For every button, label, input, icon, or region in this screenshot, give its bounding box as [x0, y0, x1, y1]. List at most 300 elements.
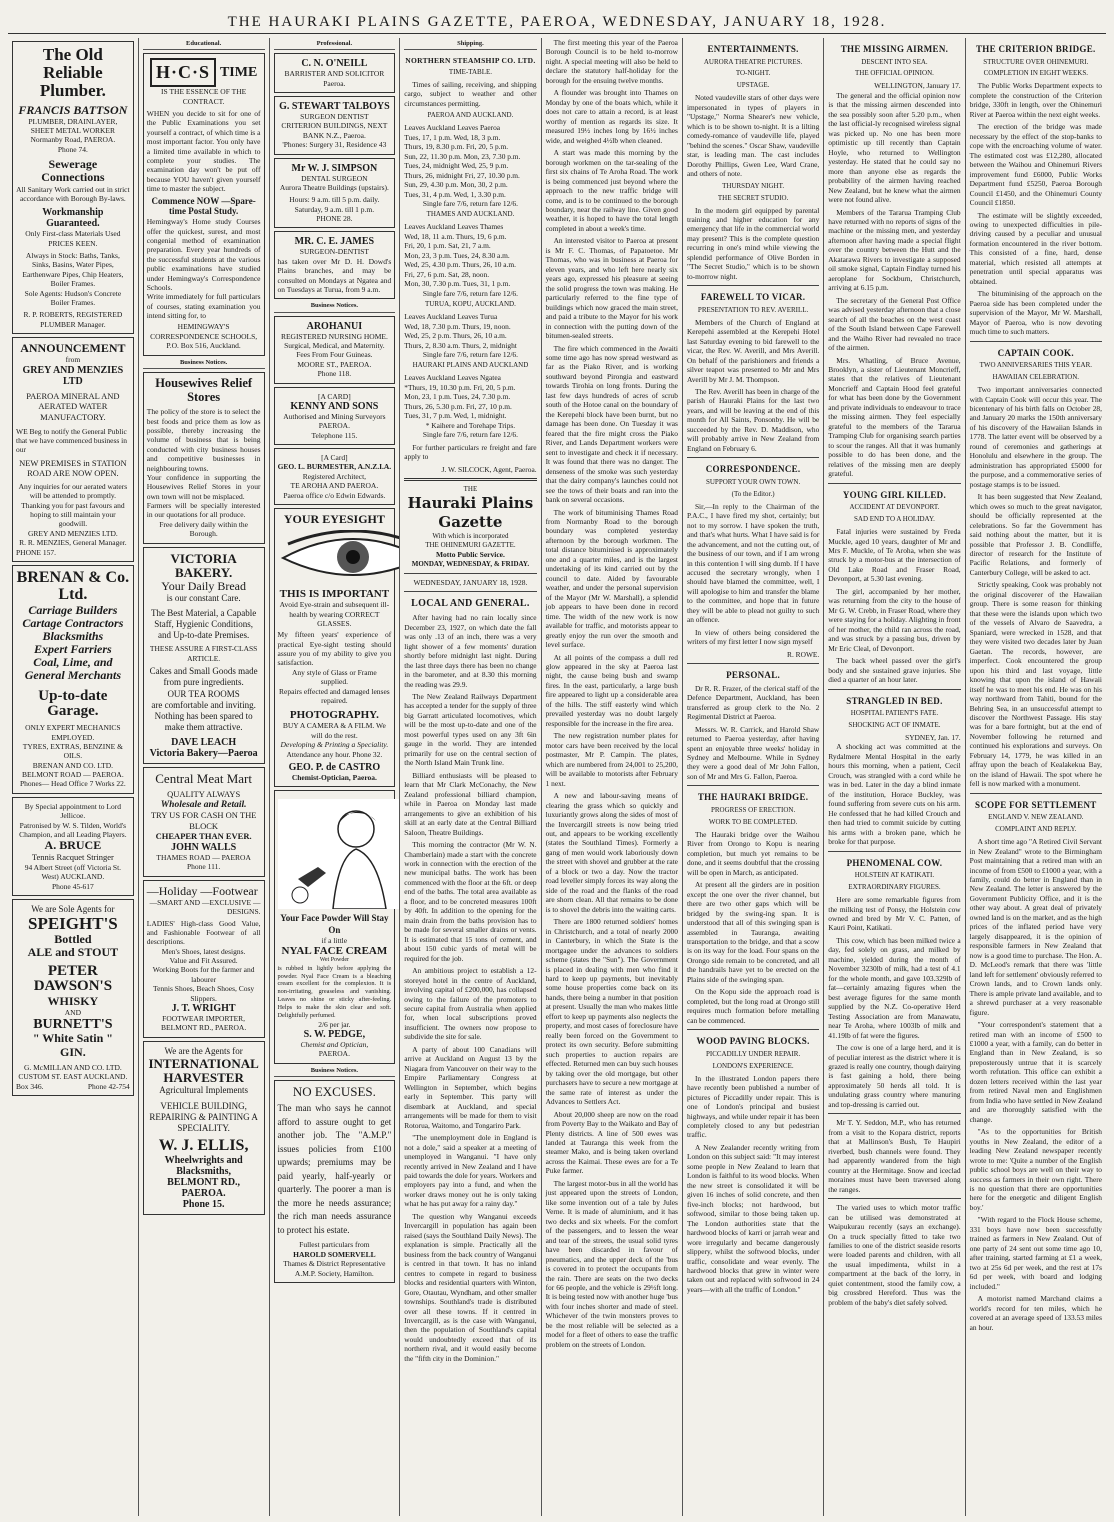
victoria-bakery-ad — [143, 547, 265, 764]
masthead-title: Hauraki Plains Gazette — [407, 494, 534, 532]
article-heading: THE MISSING AIRMEN. — [840, 44, 949, 54]
masthead-days: MONDAY, WEDNESDAY, & FRIDAY. — [411, 559, 530, 568]
masthead-motto: Motto Public Service. — [435, 550, 505, 560]
ad-header-row — [147, 58, 261, 87]
ad-heading: NYAL FACE CREAM — [281, 945, 388, 958]
article-paragraph: A new and labour-saving means of clearing the grass which so quickly and luxuriantly grows along the sides of most of the Invercargill streets is now being tried out, and appears to be working excellently (states the Southland Times). Formerly a gang of men would work laboriously down the street with shovel and grubber at the rate of a block or two a day. Now the tractor road leveller simply forces its way along the side of the road and the flanks of the road are shorn clean. All that remains to be done is to shovel the debris into the waiting carts. — [545, 791, 678, 914]
ad-line: PAEROA. — [318, 1049, 350, 1059]
ad-line: Thames & District Representative A.M.P. Society, Hamilton. — [283, 1259, 386, 1278]
divider — [687, 663, 819, 664]
route-heading: THAMES AND AUCKLAND. — [426, 210, 515, 219]
ad-line: is our constant Care. — [166, 593, 241, 604]
ad-line: WHISKY — [47, 994, 99, 1009]
ad-line: Only First-class Materials Used PRICES KEEN. — [25, 229, 121, 248]
masthead-line: THE OHINEMURI GAZETTE. — [425, 541, 516, 550]
ad-heading: INTERNATIONAL HARVESTER — [148, 1055, 259, 1086]
ad-body: LADIES' High-class Good Value, and Fashionable Footwear of all descriptions. — [146, 918, 261, 947]
card-line: Registered Architect, — [302, 471, 367, 481]
ad-line: Men's Shoes, latest designs. — [161, 946, 246, 956]
masthead-date: WEDNESDAY, JANUARY 18, 1928. — [413, 577, 528, 587]
ad-subheading: PHOTOGRAPHY. — [289, 709, 379, 722]
article-paragraph: "Your correspondent's statement that a retired man with an income of £500 to £1000 a year, with a family, can do better in England than in New Zealand, is so preposterously untrue that it is scarcely worth refutation. This office can exhibit a dozen letters received within the last year from retired Naval men and Englishmen from India who have settled in New Zealand and are thoroughly satisfied with the change. — [969, 1020, 1102, 1124]
ad-line: CHEAPER THAN EVER. — [155, 831, 252, 842]
shipping-heading: NORTHERN STEAMSHIP CO. LTD. — [405, 56, 536, 66]
ad-line: Expert Farriers — [34, 642, 112, 657]
article-paragraph: The general and the official opinion now is that the missing airmen descended into the sea possibly soon after 5.20 p.m., when the last official-ly recognised wireless signal was picked up. No one has been more optimistic up till recently than Captain Hoyle, who returned to Wellington yesterday. He stated that he could say no more than anyone else as regards the probability of the airmen having reached New Zealand, but he knew what the airmen were not found alive. — [828, 90, 961, 205]
ad-body: My fifteen years' experience of practical Eye-sight testing should assure you of my ability to give you satisfaction. — [277, 630, 392, 668]
ad-body: The policy of the store is to select the best foods and price them as low as possible, thereby increasing the volume of business that is being conducted with city business houses and competitive businesses in neighbouring towns. — [146, 407, 261, 473]
ad-line: Cakes and Small Goods made from pure ingredients. — [149, 666, 258, 688]
ad-line: Cartage Contractors — [22, 615, 124, 630]
article-paragraph: A start was made this morning by the borough workmen on the tar-sealing of the first six chains of Te Aroha Road. The work is being commenced just beyond where the approach to the new traffic bridge will come, and is to be continued to the borough boundary, near the railway line. Given good weather, it is hoped to have the total length completed in about a week's time. — [545, 148, 678, 233]
eye-icon — [278, 530, 401, 584]
local-general-heading: LOCAL AND GENERAL. — [411, 598, 530, 610]
timetable-row: Leaves Auckland Leaves Turua — [404, 312, 498, 322]
article-paragraph: "As to the opportunities for British youths in New Zealand, the editor of a leading New Zealand newspaper recently wrote to me: 'Quite a number of the English public school boys are well on their way to success as farmers in their own right. There is no question that there are opportunities here for the energetic and diligent English boy.' — [969, 1127, 1102, 1212]
grey-menzies-ad — [12, 337, 134, 562]
section-label: Educational. — [143, 40, 265, 50]
ad-line: By Special appointment to Lord Jellicoe. — [24, 801, 121, 821]
ad-line: GIN. — [60, 1044, 86, 1059]
article-heading: SCOPE FOR SETTLEMENT — [975, 799, 1097, 810]
article-subheading: THE SECRET STUDIO. — [717, 193, 789, 202]
timetable-row: Fri, 20, 1 p.m. Sat, 21, 7 a.m. — [404, 241, 491, 251]
mcmillan-ad — [12, 899, 134, 1096]
agent-line: J. W. SILCOCK, Agent, Paeroa. — [441, 464, 537, 474]
oneill-card — [274, 53, 396, 93]
ad-subheading: Up-to-date Garage. — [38, 687, 108, 720]
article-heading: WOOD PAVING BLOCKS. — [696, 1036, 810, 1047]
ad-line: J. T. WRIGHT — [171, 1002, 236, 1014]
column-1 — [8, 38, 139, 1516]
article-paragraph: The Hauraki bridge over the Waihou River from Orongo to Kopu is nearing completion, but much yet remains to be done, and it seems doubtful that the crossing will be open in March, as anticipated. — [686, 829, 820, 877]
page-masthead: THE HAURAKI PLAINS GAZETTE, PAEROA, WEDNESDAY, JANUARY 18, 1928. — [8, 6, 1106, 34]
ad-line: NEW PREMISES in STATION ROAD ARE NOW OPEN. — [19, 457, 127, 479]
ad-heading: Central Meat Mart — [155, 770, 252, 786]
ad-line: VEHICLE BUILDING, REPAIRING & PAINTING A SPECIALITY. — [149, 1100, 258, 1134]
ad-heading: A. BRUCE — [44, 838, 102, 853]
article-paragraph: The girl, accompanied by her mother, was returning from the city to the house of Mr G. W. Crebb, in Fraser Road, where they were staying for a holiday. Alighting in front of her mother, the child ran across the road, and was struck by a passing bus, driven by Mr Eric Cleal, of Devonport. — [828, 586, 961, 653]
card-heading: AROHANUI — [306, 320, 363, 332]
ad-subheading: Sewerage Connections — [41, 157, 105, 185]
ad-line: FOOTWEAR IMPORTER, BELMONT RD., PAEROA. — [161, 1013, 247, 1033]
article-subheading: HAWAIIAN CELEBRATION. — [992, 373, 1080, 382]
ad-body: Your confidence in supporting the Housewives Relief Stores in your own town will not be misplaced. — [146, 472, 261, 501]
article-paragraph: This morning the contractor (Mr W. N. Chamberlain) made a start with the concrete work in connection with the erection of the new municipal baths. The work has been commenced with the floor at the 6ft. or deep end of the baths. The total area available as a floor, and to be concreted measures 100ft by 40ft. In addition to the opening for the main drain from the baths provision has to be made for several smaller drains or vents. It is estimated that 15 tons of cement, and about 150 cubic yards of metal will be required for the job. — [404, 840, 537, 963]
ad-subheading: GREY AND MENZIES LTD — [22, 364, 124, 387]
ad-line: WE Beg to notify the General Public that we have commenced business in our — [16, 426, 128, 455]
timetable-row: Thurs, 26, midnight Fri, 27, 10.30 p.m. — [404, 170, 520, 180]
fare-line: Single fare 7/6, return fare 12/6. — [422, 430, 518, 440]
ad-line: Working Boots for the farmer and labourer — [152, 965, 255, 984]
card-line: BARRISTER AND SOLICITOR — [284, 69, 385, 79]
ad-line: HAROLD SOMERVELL — [293, 1249, 376, 1259]
article-heading: CAPTAIN COOK. — [997, 347, 1074, 358]
card-line: CRITERION BUILDINGS, NEXT BANK N.Z., Paeroa. — [281, 121, 388, 140]
article-paragraph: Two important anniversaries connected with Captain Cook will occur this year. The bicentenary of his birth falls on October 28, and January 20 marks the 150th anniversary of his discovery of the Hawaiian Islands in 1778. The latter event will be observed by a round of ceremonies and gatherings at Honolulu and elsewhere in the group. The administration has appropriated £5000 for the purpose, and a commemorative series of postage stamps is to be issued. — [969, 385, 1102, 489]
article-paragraph: At present all the girders are in position except the one over the river channel, but there are two other gaps which will be bridged by the swing-ing span. It is understood that all of this swinging span is assembled in Tauranga, awaiting transportation to the bridge, and that a scow is on its way for the load. Four spans on the Orongo side remain to be concreted, and all the handrails have yet to be erected on the Plains side of the swinging span. — [686, 880, 820, 984]
article-dateline: SYDNEY, Jan. 17. — [905, 732, 961, 742]
article-subheading: PRESENTATION TO REV. AVERILL. — [697, 305, 809, 314]
ad-line: Phones— Head Office 7 Works 22. — [19, 779, 126, 789]
arohanui-card — [274, 316, 396, 384]
fare-line: * Kaihere and Torehape Trips. — [425, 420, 516, 430]
article-paragraph: The first meeting this year of the Paeroa Borough Council is to be held to-morrow night. A special meeting will also be held to declare the statutory half-holiday for the borough for the ensuing twelve months. — [545, 38, 678, 85]
bruce-ad — [12, 797, 134, 896]
divider — [970, 793, 1102, 794]
column-7 — [824, 38, 965, 1516]
article-paragraph: The new registration number plates for motor cars have been received by the local postmaster, Mr P. Campin. The plates, which are numbered from 24,001 to 25,200, will be available to motorists after February 1 next. — [545, 731, 678, 788]
card-heading: GEO. L. BURMESTER, A.N.Z.I.A. — [277, 462, 392, 472]
nyal-ad — [274, 790, 396, 1064]
ad-line: G. McMILLAN AND CO. LTD. — [23, 1062, 122, 1072]
ad-line: CUSTOM ST. EAST AUCKLAND. — [18, 1072, 128, 1082]
route-heading: HAURAKI PLAINS AND AUCKLAND — [412, 361, 529, 370]
timetable-row: Thurs, 26, 5.30 p.m. Fri, 27, 10 p.m. — [404, 401, 512, 411]
ad-line: Coal, Lime, and General Merchants — [24, 655, 122, 683]
article-subheading: THURSDAY NIGHT. — [722, 181, 785, 190]
ellis-ad — [143, 1041, 265, 1216]
column-5 — [542, 38, 683, 1516]
ad-line: AND — [64, 1008, 81, 1018]
ad-line: R. P. ROBERTS, REGISTERED PLUMBER Manager. — [23, 310, 123, 329]
ad-subheading: Commence NOW —Spare-time Postal Study. — [151, 196, 256, 217]
route-heading: TURUA, KOPU, AUCKLAND. — [425, 300, 516, 309]
card-line: Authorised and Mining Surveyors PAEROA. — [283, 411, 386, 431]
card-line: Paeroa office c/o Edwin Edwards. — [283, 490, 386, 500]
ad-line: PHONE 157. — [16, 547, 57, 557]
article-heading: THE CRITERION BRIDGE. — [976, 44, 1096, 54]
ad-line: Repairs effected and damaged lenses repaired. — [279, 686, 390, 705]
timetable-row: Tues, 31, 7 p.m. Wed, 1, midnight. — [404, 411, 507, 421]
article-subheading: SUPPORT YOUR OWN TOWN. — [705, 477, 801, 486]
article-paragraph: In the illustrated London papers there have recently been published a number of pictures of Piccadilly under repair. This is one of London's principal and busiest highways, and while under repair it has been completely closed to any but pedestrian traffic. — [686, 1073, 820, 1140]
ad-line: from — [65, 355, 81, 365]
hemingway-ad — [143, 53, 265, 355]
ad-subheading: GEO. P. de CASTRO — [288, 761, 381, 773]
ad-line: ONLY EXPERT MECHANICS EMPLOYED. — [25, 723, 121, 742]
ad-line: Bottled — [54, 932, 92, 947]
timetable-row: Sun, 29, 4.30 p.m. Mon, 30, 2 p.m. — [404, 180, 508, 190]
article-paragraph: "With regard to the Flock House scheme, 331 boys have now been successfully trained as farmers in New Zealand. Out of one party of 24 sent out some time ago 10, after training, started farming at £1 a week, two at 25s 6d per week, and the rest at 17s 6d per week, with board and lodging included." — [969, 1215, 1102, 1291]
timetable-row: Tues, 24, midnight Wed, 25, 9 p.m. — [404, 161, 509, 171]
ad-line: THESE ASSURE A FIRST-CLASS ARTICLE. — [149, 644, 258, 663]
talboys-card — [274, 96, 396, 155]
shipping-sub: TIME-TABLE. — [448, 67, 493, 76]
ad-body: is rubbed in lightly before applying the powder. Nyal Face Cream is a bleaching cream excellent for the complexion. It is non-irritating, greaseless and vanishing. Leaves no shine or sticky after-feeling. Helps to make the skin clear and soft. Delightfully perfumed. — [277, 964, 392, 1019]
ad-line: Wet Powder — [319, 957, 350, 964]
shipping-note: Times of sailing, receiving, and shipping cargo, subject to weather and other circumstances permitting. — [404, 79, 537, 108]
ad-heading: ANNOUNCEMENT — [20, 341, 126, 356]
article-paragraph: The question why Wanganui exceeds Invercargill in population has again been raised (says the Southland Daily News). The explanation is simple. Practically all the business from the back country of Wanganui is centred in that town. It has no inland centres to compete in regard to business blocks and residential quarters with Winton, Gore, Otautau, Wyndham, and other smaller townships. Southland's trade is distributed over all these towns. If it centred in Invercargill, as is the case with Wanganui, then the population of Southland's capital would undoubtedly exceed that of its northern rival, and it would easily become the "fifth city in the Dominion." — [404, 1211, 537, 1363]
article-subheading: LONDON'S EXPERIENCE. — [712, 1061, 794, 1070]
timetable-row: Thurs, 19, 8.30 p.m. Fri, 20, 5 p.m. — [404, 142, 509, 152]
ad-subheading: THIS IS IMPORTANT — [279, 588, 390, 601]
card-line: DENTAL SURGEON — [301, 173, 368, 183]
ad-line: Chemist and Optician, — [300, 1040, 369, 1050]
article-paragraph: A New Zealander recently writing from London on this subject said: "It may interest some people in New Zealand to learn that London is faithful to its wood blocks. When the new street is consolidated it will be given 16 inches of solid concrete, and then five-inch blocks; not hardwood, but softwood, similar to those being taken up. The London authorities state that the hardwood blocks of karri or jarrah wear and wore irregularly and became dangerously slippery, whilst the softwood blocks, under traffic, consolidate and wear evenly. The hardwood blocks that grew in winter were taken out and replaced with softwood in 24 years—with all the traffic of London." — [686, 1142, 820, 1294]
column-4 — [400, 38, 541, 1516]
timetable-row: Mon, 30, 7.30 p.m. Tues, 31, 1 p.m. — [404, 279, 511, 289]
ad-heading: BRENAN & Co. Ltd. — [16, 568, 130, 603]
ad-subheading: S. W. PEDGE, — [303, 1029, 366, 1041]
timetable-row: Leaves Auckland Leaves Paeroa — [404, 123, 501, 133]
article-paragraph: The varied uses to which motor traffic can be utilised was demonstrated at Waipukurau recently (says an exchange). On a truck specially fitted to take two families to one of the district seaside resorts were loaded parents and children, with all the usual impedimenta, whilst in a compartment at the back of the lorry, in quiet contentment, stood the family cow, a big crossbred Hereford. Thus was the problem of the baby's diet safely solved. — [828, 1203, 961, 1307]
column-2 — [139, 38, 270, 1516]
divider — [828, 483, 960, 484]
card-line: Hours: 9 a.m. till 5 p.m. daily. Saturday, 9 a.m. till 1 p.m. — [289, 195, 380, 214]
ad-line: Agricultural Implements — [159, 1085, 248, 1096]
divider — [404, 573, 536, 574]
route-heading: PAEROA AND AUCKLAND. — [427, 111, 514, 120]
divider — [687, 1029, 819, 1030]
article-paragraph: At all points of the compass a dull red glow appeared in the sky at Paeroa last night, the cause being bush and swamp fires. In the east, particularly, a large bush fire appeared to light up a considerable area of the hills. The stiff easterly wind which prevailed yesterday was no doubt largely responsible for the increase in the fire area. — [545, 652, 678, 728]
article-subheading: (To the Editor.) — [731, 489, 775, 498]
timetable-row: Mon, 23, 3 p.m. Tues, 24, 8.30 a.m. — [404, 250, 510, 260]
ad-phone: Phone 42-754 — [87, 1081, 130, 1091]
article-paragraph: The secretary of the General Post Office was advised yesterday afternoon that a close search of all the beaches on the west coast of the South Island between Cape Farewell and the Waiho River had revealed no trace of the airmen. — [828, 295, 961, 353]
plumber-ad — [12, 41, 134, 334]
article-paragraph: An ambitious project to establish a 12-storeyed hotel in the centre of Auckland, involving capital of £200,000, has collapsed owing to the failure of the promoters to secure capital from Australia when applied for, when local subscriptions proved insufficient. The owners now propose to subdivide the site for sale. — [404, 966, 537, 1042]
article-paragraph: There are 1800 returned soldiers' homes in Christchurch, and a total of nearly 2000 in Canterbury, in which the State is the mortgagee under the advances to soldiers scheme (states the "Sun"). The Government is placed in dealing with men who find it hard to keep up payments, but inevitably some house properties come back on its hands, there being a number in that position at present. Usually the man who makes little effort to keep up payments also neglects the property, and most cases of foreclosure have really been forced on the Government to protect its own security. Before submitting such properties to auction repairs are effected. Returned men can buy such houses by taking over the old mortgage, but other purchasers have to secure a new mortgage at the same rate of interest as under the Advances to Settlers Act. — [545, 917, 678, 1107]
ad-heading: Housewives Relief Stores — [155, 375, 253, 404]
article-subheading: WORK TO BE COMPLETED. — [708, 817, 798, 826]
article-subheading: EXTRAORDINARY FIGURES. — [848, 883, 941, 892]
divider — [687, 785, 819, 786]
card-body: has taken over Mr D. H. Dowd's Plains branches, and may be consulted on Mondays at Ngatea and on Tuesdays at Turua, from 9 a.m. — [277, 256, 392, 294]
divider — [404, 591, 536, 592]
card-line: MOORE ST., PAEROA. — [297, 359, 372, 369]
eye-illustration — [278, 530, 401, 584]
article-dateline: WELLINGTON, January 17. — [874, 81, 961, 91]
divider — [828, 1198, 960, 1199]
article-paragraph: On the Kopu side the approach road is completed, but the long road at Orongo still requires much formation before metalling can be commenced. — [686, 987, 820, 1025]
ad-line: Wheelwrights and Blacksmiths, — [164, 1155, 243, 1178]
meat-mart-ad — [143, 767, 265, 877]
ad-line: Avoid Eye-strain and subsequent ill-health by wearing CORRECT GLASSES. — [279, 600, 390, 628]
article-paragraph: Dr R. R. Frazer, of the clerical staff of the Defence Department, Auckland, has been transferred as group clerk to the No. 2 Regimental District at Paeroa. — [686, 683, 820, 722]
ad-line: JOHN WALLS — [171, 841, 237, 853]
article-subheading: THE OFFICIAL OPINION. — [855, 69, 934, 78]
ad-line: BELMONT ROAD — PAEROA. — [22, 770, 124, 779]
article-heading: THE HAURAKI BRIDGE. — [697, 792, 809, 803]
article-paragraph: A party of about 100 Canadians will arrive at Auckland on August 13 by the Niagara from Vancouver on their way to the Empire Parliamentary Congress at Wellington in September, which begins early in September. This party will disembark at Auckland, and special arrangements will be made for them to visit Rotorua, Waitomo, and Tongariro Park. — [404, 1044, 537, 1130]
ad-line: GREY AND MENZIES LTD. — [27, 528, 118, 538]
ad-line: Chemist-Optician, Paeroa. — [291, 772, 377, 782]
ad-line: Value and Fit Assured. — [169, 956, 238, 966]
article-paragraph: The New Zealand Railways Department has accepted a tender for the supply of three big Garratt articulated locomotives, which will be the most up-to-date and one of the most powerful types used on any 3ft 6in gauge in the world. They are intended primarily for use on the central section of the North Island Main Trunk line. — [404, 692, 537, 768]
card-line: SURGEON-DENTIST — [299, 247, 369, 257]
article-paragraph: The fire which commenced in the Awaiti some time ago has now spread westward as far as the Piako River, and is working southward beyond Pirongia and eastward towards Tirohia on long fronts. During the last few days hundreds of acres of scrub south of the Hotoe canal on the boundary of the Kerepehi block have been burnt, but no damage has been done. On Tuesday it was feared that the fire might cross the Piako River, and Lands Department workers were sent to investigate and check it if necessary. It was found that there was no danger. The denseness of the smoke was such yesterday that the dairy company's launches could not see the tows of their boats and ran into the bank on several occasions. — [545, 343, 678, 505]
columns — [8, 38, 1106, 1516]
article-paragraph: The back wheel passed over the girl's body and she sustained grave injuries. She died a quarter of an hour later. — [828, 656, 961, 685]
ad-line: Sole Agents: Hudson's Concrete Boiler Frames. — [24, 288, 122, 307]
article-paragraph: Mrs. Whatling, of Bruce Avenue, Brooklyn, a sister of Lieutenant Moncrieff, states that the relatives of Lieutenant Moncrieff and Captain Hood feel grateful for what has been done by the Government and private individuals to endeavour to trace the missing airmen. They feel especially grateful to the members of the Tararua Tramping Club for organising search parties to scour the ranges. All that it was humanly possible to do has been done, and the relatives of the missing men are deeply grateful. — [828, 355, 961, 479]
article-subheading: SHOCKING ACT OF INMATE. — [848, 721, 941, 730]
timetable-row: Wed, 18, 7.30 p.m. Thurs, 19, noon. — [404, 321, 511, 331]
timetable-row: Wed, 25, 2 p.m. Thurs, 26, 10 a.m. — [404, 331, 507, 341]
ad-line: Any inquiries for our aerated waters will be attended to promptly. — [18, 481, 128, 501]
article-paragraph: Noted vaudeville stars of other days were impersonated in types of players in "Upstage," Norma Shearer's new vehicle, which is to be shown to-night. It is a lilting comedy-romance of vaudeville life, played "behind the scenes." Oscar Shaw, vaudeville star, is leading man. The cast includes Dorothy Phillips, Gwen Lee, Ward Crane, and others of note. — [686, 93, 820, 179]
ad-line: We are Sole Agents for — [31, 904, 115, 915]
ad-body: The man who says he cannot afford to assure ought to get another job. The "A.M.P." issues policies from £100 upwards; premiums may be paid yearly, half-yearly or quarterly. The poorer a man is the more he needs assurance; the rich man needs assurance to protect his estate. — [277, 1103, 392, 1235]
lady-illustration — [278, 799, 401, 909]
ad-line: Attendance any hour. Phone 32. — [286, 749, 383, 759]
divider — [404, 478, 536, 481]
column-8 — [966, 38, 1106, 1516]
fare-line: Single fare 7/6, return fare 12/6. — [422, 288, 518, 298]
james-card — [274, 231, 396, 299]
article-paragraph: After having had no rain locally since December 23, 1927, on which date the fall was only .13 of an inch, there was a very light shower of a few moments' duration shortly before midnight last night. During the last three days there has been no change in the barometer, and at 8.30 this morning the reading was 29.9. — [404, 613, 537, 689]
article-subheading: ENGLAND V. NEW ZEALAND. — [988, 813, 1084, 822]
ad-line: BELMONT RD., PAEROA. — [167, 1177, 241, 1200]
ad-line: " White Satin " — [32, 1031, 113, 1046]
ad-line: 94 Albert Street (off Victoria St. West) AUCKLAND. — [24, 863, 122, 882]
ad-line: Tennis Shoes, Beach Shoes, Cosy Slippers. — [153, 984, 255, 1003]
article-heading: CORRESPONDENCE. — [705, 464, 801, 475]
section-label: Professional. — [274, 40, 396, 50]
article-subheading: TWO ANNIVERSARIES THIS YEAR. — [979, 361, 1092, 370]
article-paragraph: In view of others being considered the writers of my first letter I now sign myself — [686, 627, 820, 647]
card-line: TE AROHA AND PAEROA. — [290, 481, 379, 491]
card-heading: MR. C. E. JAMES — [294, 236, 375, 248]
ad-box: Box 346. — [16, 1081, 44, 1091]
section-label: Shipping. — [404, 40, 536, 50]
article-subheading: PICCADILLY UNDER REPAIR. — [705, 1049, 801, 1058]
card-line: 'Phones: Surgery 31, Residence 43 — [282, 140, 387, 150]
article-paragraph: The estimate will be slightly exceeded, owing to unexpected difficulties in pile-driving caused by a peculiar and unusual formation encountered in the river bottom. This consisted of a fine, hard, dense material, which resisted all attempts at penetration until special apparatus was obtained. — [969, 210, 1102, 286]
ad-line: Fullest particulars from — [299, 1240, 370, 1250]
card-heading: Mr W. J. SIMPSON — [291, 162, 378, 174]
ad-heading: The Old Reliable Plumber. — [39, 45, 106, 100]
ad-body: Write immediately for full particulars of courses, stating examination you intend sitting for, to — [146, 292, 261, 320]
fare-line: Single fare 7/6, return fare 12/6. — [422, 198, 518, 208]
article-paragraph: Fatal injuries were sustained by Freda Muckle, aged 10 years, daughter of Mr and Mrs F. Muckle, of Te Aroha, when she was struck by a motor-bus at the intersection of Old Lake Road and Fraser Road, Devonport, at 5.30 last evening. — [828, 527, 961, 584]
ad-line: Phone 45-617 — [51, 881, 94, 891]
ad-heading: TIME — [219, 65, 258, 81]
ad-line: Thanking you for past favours and hoping to still maintain your goodwill. — [21, 500, 125, 529]
eyesight-ad — [274, 508, 396, 787]
ad-line: The Best Material, a Capable Staff, Hygienic Conditions, and Up-to-date Premises. — [151, 607, 257, 641]
section-label: Business Notices. — [143, 359, 265, 369]
card-line: Aurora Theatre Buildings (upstairs). — [279, 182, 389, 192]
ad-line: ALE and STOUT — [27, 945, 119, 960]
article-paragraph: The cow is one of a large herd, and it is of peculiar interest as the district where it is grazed is really one country, though dairying is fast gaining a hold, there being approximately 50 herds all told. It is undulating grass country where manuring and top-dressing is carried out. — [828, 1043, 961, 1109]
ad-heading: NO EXCUSES. — [292, 1084, 376, 1100]
ad-line: Your Face Powder Will Stay On — [280, 913, 389, 935]
timetable-row: Leaves Auckland Leaves Thames — [404, 222, 504, 232]
ad-subheading: Workmanship Guaranteed. — [42, 207, 104, 230]
ad-line: IS THE ESSENCE OF THE CONTRACT. — [161, 87, 247, 106]
article-subheading: HOSPITAL PATIENT'S FATE. — [850, 709, 939, 718]
ad-line: HEMINGWAY'S CORRESPONDENCE SCHOOLS, P.O. Box 516, Auckland. — [150, 322, 258, 351]
ad-line: —SMART AND —EXCLUSIVE —DESIGNS. — [149, 897, 261, 917]
ad-line: Blacksmiths — [42, 628, 104, 643]
ad-line: Any style of Glass or Frame supplied. — [291, 667, 377, 687]
ad-subheading: BURNETT'S — [33, 1016, 113, 1032]
card-line: Telephone 115. — [311, 430, 358, 440]
article-paragraph: Members of the Tararua Tramping Club have returned with no reports of signs of the machine or the missing men, and yesterday afternoon after having made a special flight over the country between the Hutt and the Akatarawa Rivers to investigate a supposed oil smoke signal, Captain Findlay turned his aeroplane for Sockburn, Christchurch, arriving at 6.15 p.m. — [828, 207, 961, 293]
article-heading: ENTERTAINMENTS. — [707, 44, 799, 54]
article-paragraph: Here are some remarkable figures from the milking test of Ponsy, the Holstein cow owned and bred by Mr V. C. Patten, of Kauri Point, Katikati. — [828, 895, 961, 933]
card-heading: C. N. O'NEILL — [301, 58, 368, 70]
article-paragraph: The Public Works Department expects to complete the construction of the Criterion bridge, 330ft in length, over the Ohinemuri River at Paeroa within the next eight weeks. — [969, 81, 1102, 119]
article-paragraph: Messrs. W. R. Carrick, and Harold Shaw returned to Paeroa yesterday, after having spent an enjoyable three weeks' holiday in Sydney and Melbourne. While in Sydney they were a good deal of Mr John Fallon, son of Mr and Mrs G. Fallon, Paeroa. — [686, 724, 820, 781]
article-heading: YOUNG GIRL KILLED. — [842, 489, 947, 500]
ad-line: QUALITY ALWAYS — [167, 788, 241, 799]
simpson-card — [274, 158, 396, 229]
ad-line: PLUMBER, DRAINLAYER, SHEET METAL WORKER — [28, 116, 118, 136]
card-line: Paeroa. — [323, 78, 346, 88]
article-paragraph: A short time ago "A Retired Civil Servant in New Zealand" wrote to the Birmingham Post maintaining that a retired man with an income of from £500 to £1000 a year, with a family, could do better in England than in New Zealand. The letter is answered by the Government Publicity Office, and it is the other way about. A great deal of privately owned land is on the market, and as the high prices of the inflated period have very largely disappeared, it is the opinion of responsible farmers in New Zealand that now is a good time to purchase. The Hon. A. D. McLeod's remark that there was 'little land left for settlement' obviously referred to Crown lands, and to Crown lands only. There is ample private land available, and to a shrewd purchaser at a very reasonable figure. — [969, 837, 1102, 1017]
ad-line: Developing & Printing a Speciality. — [280, 740, 389, 750]
article-paragraph: Strictly speaking, Cook was probably not the original discoverer of the Hawaiian group. There is some reason for thinking that these were the islands upon which two of the vessels of Alvaro de Saavedra, a Spaniard, were wrecked in 1528, and that they were visited two decades later by Juan Gaetan. The records, however, are imperfect. Cook encountered the group upon his third and last voyage, little knowing that upon the island of Hawaii itself he was to meet his end. He was on his way northward from Tahiti, bound for the Behring Sea, in an unsuccessful attempt to discover the Northwest Passage. His stay was for a bare fortnight, but at the end of November following he returned and continued his explorations and surveys. On February 14, 1779, he was killed in an affray upon the beach of Kealakekua Bay, on the island of Hawaii. The spot where he fell is now marked with a monument. — [969, 580, 1102, 789]
article-paragraph: The bituminising of the approach on the Paeroa side has been completed under the supervision of the Mayor, Mr W. Marshall, Mayor of Paeroa, who is now devoting much time to such matters. — [969, 289, 1102, 337]
timetable-row: Fri, 27, 6 p.m. Sat, 28, noon. — [404, 269, 490, 279]
ad-line: BUY A CAMERA & A FILM. We will do the rest. — [282, 721, 386, 740]
article-paragraph: About 20,000 sheep are now on the road from Poverty Bay to the Waikato and Bay of Plenty districts. A line of 500 ewes was landed at Tauranga this week from the steamer Mako, and is being taken overland across the Kaimai. These ewes are for a Te Puke farmer. — [545, 1109, 678, 1176]
divider — [828, 851, 960, 852]
ad-heading: SPEIGHT'S — [27, 914, 118, 934]
article-heading: STRANGLED IN BED. — [846, 695, 943, 706]
article-paragraph: A shocking act was committed at the Rydalmere Mental Hospital in the early hours this morning, when a patient, Cecil Crouch, was strangled with a cord while he was in bed. Later in the day a blind inmate of the institution, Horace Buckley, was found suffering from severe cuts on his arm. He confessed that he had killed Crouch and then had tried to commit suicide by cutting his arms with a broken pane, which he broke for that purpose. — [828, 742, 961, 847]
column-3 — [270, 38, 401, 1516]
timetable-row: Leaves Auckland Leaves Ngatea — [404, 373, 501, 383]
section-label: Business Notices. — [274, 302, 396, 312]
ad-line: We are the Agents for — [164, 1045, 243, 1056]
card-heading: G. STEWART TALBOYS — [279, 101, 390, 113]
article-subheading: ACCIDENT AT DEVONPORT. — [849, 503, 940, 512]
divider — [828, 1113, 960, 1114]
ad-line: Wholesale and Retail. — [160, 799, 247, 810]
kenny-card — [274, 387, 396, 446]
article-paragraph: The erection of the bridge was made necessary by the effect of the stop-banks to cope with the encroaching volume of water. The estimated cost was £12,280, allocated between the Waihou and Ohinemuri Rivers improvement fund £6000, Public Works Department fund £5250, Paeroa Borough Council £1450, and the Ohinemuri County Council £1850. — [969, 122, 1102, 208]
ad-line: Tennis Racquet Stringer — [31, 852, 114, 863]
article-paragraph: A motorist named Marchand claims a world's record for ten miles, which he covered at an average speed of 133.53 miles an hour. — [969, 1294, 1102, 1332]
ad-line: Phone 15. — [182, 1199, 225, 1211]
masthead-the: THE — [463, 485, 478, 494]
ad-name: FRANCIS BATTSON — [18, 102, 128, 117]
article-subheading: DESCENT INTO SEA. — [861, 57, 928, 66]
ad-body: Hemingway's Home study Courses offer the quickest, surest, and most congenial method of examination preparation. Every year hundreds of the successful students at the various public examinations have studied under Hemingway's Correspondence Schools. — [146, 217, 261, 292]
ad-line: PAEROA MINERAL AND AERATED WATER MANUFACTORY. — [26, 390, 120, 422]
timetable-row: *Thurs, 19, 10.30 p.m. Fri, 20, 5 p.m. — [404, 382, 516, 392]
ad-line: Carriage Builders — [28, 602, 118, 617]
ad-body: Farmers will be specially interested in our quotations for all produce. — [146, 501, 261, 520]
card-line: Surgical, Medical, and Maternity. Fees From Four Guineas. — [284, 341, 385, 360]
card-line: SURGEON DENTIST — [300, 112, 369, 122]
ad-heading: VICTORIA BAKERY. — [170, 550, 237, 580]
card-line: [A Card] — [321, 453, 348, 462]
article-subheading: COMPLETION IN EIGHT WEEKS. — [983, 69, 1088, 78]
ad-body: WHEN you decide to sit for one of the Public Examinations you set yourself a contract, of which time is a most important factor. You only have a limited time available in which to complete your studies. The examination day won't be put off because YOU haven't given yourself time to master the subject. — [146, 109, 261, 194]
brenan-ad — [12, 565, 134, 794]
section-label: Business Notices. — [274, 1067, 396, 1077]
card-line: REGISTERED NURSING HOME. — [280, 331, 388, 341]
article-signature: R. ROWE. — [787, 649, 820, 659]
footwear-ad — [143, 880, 265, 1038]
ad-line: Always in Stock: Baths, Tanks, Sinks, Basins, Water Pipes, Earthenware Pipes, Chip Heaters, Boiler Frames. — [22, 251, 124, 289]
ad-line: are comfortable and inviting. Nothing has been spared to make them attractive. — [151, 699, 256, 733]
ad-line: TRY US FOR CASH ON THE BLOCK — [150, 809, 257, 831]
timetable-row: Tues, 31, 4 p.m. Wed, 1, 3.30 p.m. — [404, 189, 506, 199]
ad-heading: YOUR EYESIGHT — [283, 511, 385, 526]
divider — [970, 341, 1102, 342]
article-paragraph: "The unemployment dole in England is not a dole," said a speaker at a meeting of unemployed in Wanganui. "I have only recently arrived in New Zealand and I have paid towards the dole for years. Workers and employers pay into a fund, and when the worker draws money out he is only taking what he has put away for a rainy day." — [404, 1133, 537, 1209]
timetable-row: Wed, 18, 11 a.m. Thurs, 19, 6 p.m. — [404, 231, 507, 241]
article-paragraph: The work of bituminising Thames Road from Normanby Road to the borough boundary was completed yesterday afternoon by the borough workmen. The total distance bituminised is approximately one and a quarter miles, and is the largest undertaking of its kind carried out by the council to date. Aided by favourable weather, and under the personal supervision of the Mayor (Mr W. Marshall), a splendid job appears to have been done in record time. The width of the new work is now available for traffic, and motorists appear to greatly enjoy the run over the smooth and level surface. — [545, 507, 678, 650]
timetable-row: Wed, 25, 4.30 p.m. Thurs, 26, 10 a.m. — [404, 260, 517, 270]
